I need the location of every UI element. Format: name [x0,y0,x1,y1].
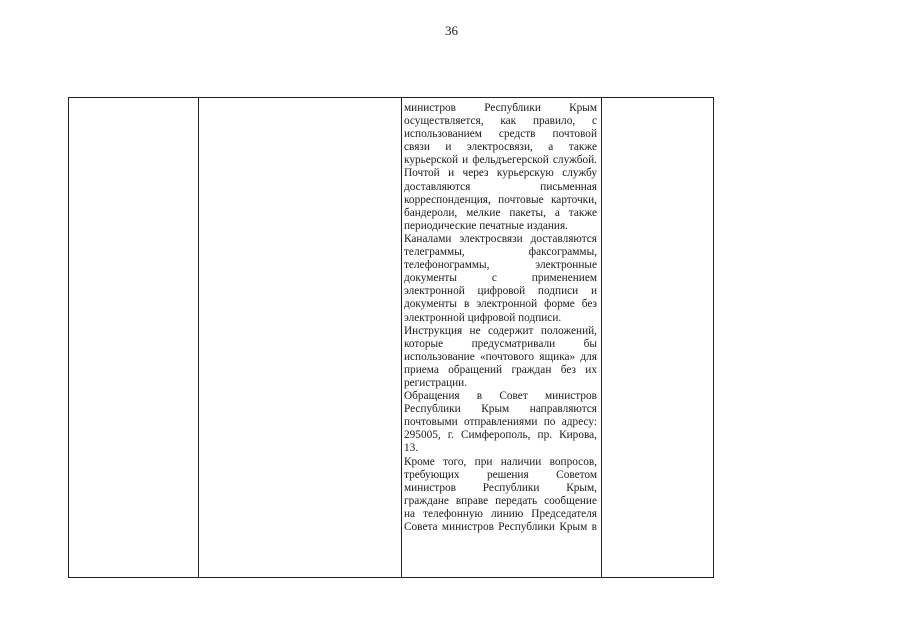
table-column-divider-2 [401,98,402,577]
cell-text-line: использование «почтового ящика» для [404,350,597,363]
cell-text-line: Республики Крым направляются [404,403,597,416]
cell-text-line: 295005, г. Симферополь, пр. Кирова, [404,429,597,442]
table-column-divider-3 [601,98,602,577]
cell-text-line: приема обращений граждан без их [404,363,597,376]
cell-text-line: электронной цифровой подписи и [404,285,597,298]
cell-text-line: Совета министров Республики Крым в [404,521,597,533]
cell-text-line: корреспонденция, почтовые карточки, [404,193,597,206]
table-column-divider-1 [198,98,199,577]
cell-text-line: на телефонную линию Председателя [404,507,597,520]
cell-text-line: граждане вправе передать сообщение [404,494,597,507]
page-number: 36 [445,23,458,38]
cell-text-line: 13. [404,442,419,455]
document-table [68,97,714,578]
cell-text-line: Обращения в Совет министров [404,390,597,403]
cell-text-line: Инструкция не содержит положений, [404,324,597,337]
cell-text-line: курьерской и фельдъегерской службой. [404,154,597,167]
table-cell-text [404,102,597,534]
cell-text-line: бандероли, мелкие пакеты, а также [404,206,597,219]
cell-text-line: почтовыми отправлениями по адресу: [404,416,597,429]
cell-text-line: осуществляется, как правило, с [404,115,597,128]
cell-text-line: телеграммы, факсограммы, [404,246,597,259]
cell-text-line: Почтой и через курьерскую службу [404,167,597,180]
cell-text-line: которые предусматривали бы [404,337,597,350]
cell-text-line: периодические печатные издания. [404,219,569,232]
cell-text-line: требующих решения Советом [404,468,597,481]
cell-text-line: использованием средств почтовой [404,128,597,141]
cell-text-line: документы в электронной форме без [404,298,597,311]
cell-text-line: телефонограммы, электронные [404,259,597,272]
cell-text-line: министров Республики Крым [404,102,597,114]
cell-text-line: доставляются письменная [404,180,597,193]
cell-text-line: министров Республики Крым, [404,481,597,494]
cell-text-line: связи и электросвязи, а также [404,141,597,154]
cell-text-line: Кроме того, при наличии вопросов, [404,455,597,468]
cell-text-line: регистрации. [404,376,468,389]
cell-text-line: Каналами электросвязи доставляются [404,232,597,245]
cell-text-line: электронной цифровой подписи. [404,311,562,324]
cell-text-line: документы с применением [404,272,597,285]
